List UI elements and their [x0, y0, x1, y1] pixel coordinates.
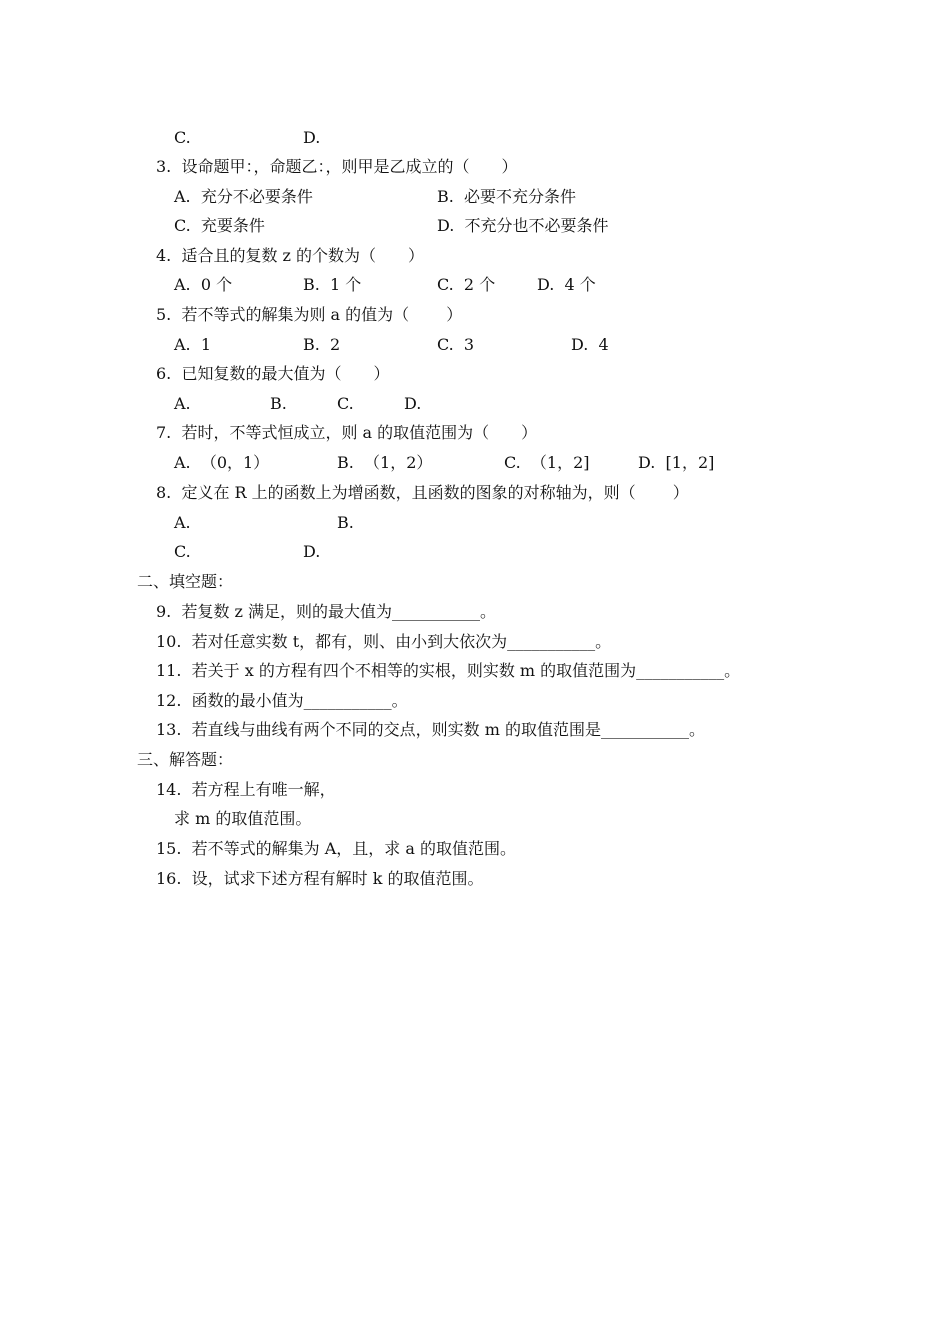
q3-option-c: C. 充要条件	[174, 216, 265, 235]
q6-stem: 6. 已知复数的最大值为（ ）	[156, 364, 390, 383]
q13-text: 13. 若直线与曲线有两个不同的交点，则实数 m 的取值范围是___________。	[156, 720, 705, 739]
q6-option-c: C.	[337, 394, 354, 413]
q3-option-a: A. 充分不必要条件	[174, 187, 313, 206]
q16-text: 16. 设，试求下述方程有解时 k 的取值范围。	[156, 869, 484, 888]
q11-text: 11. 若关于 x 的方程有四个不相等的实根，则实数 m 的取值范围为___________。	[156, 661, 741, 680]
q8-option-b: B.	[337, 513, 354, 532]
q6-option-d: D.	[404, 394, 422, 413]
q7-option-a: A. （0，1）	[174, 453, 270, 472]
q14-text-line2: 求 m 的取值范围。	[174, 809, 312, 828]
q4-option-a: A. 0 个	[174, 275, 233, 294]
q5-option-d: D. 4	[571, 335, 609, 354]
q7-option-b: B. （1，2）	[337, 453, 433, 472]
q7-stem: 7. 若时，不等式恒成立，则 a 的取值范围为（ ）	[156, 423, 538, 442]
q8-option-d: D.	[303, 542, 321, 561]
q8-stem: 8. 定义在 R 上的函数上为增函数，且函数的图象的对称轴为，则（ ）	[156, 483, 689, 502]
q4-option-c: C. 2 个	[437, 275, 496, 294]
q4-option-b: B. 1 个	[303, 275, 362, 294]
q14-text-line1: 14. 若方程上有唯一解，	[156, 780, 336, 799]
q8-option-c: C.	[174, 542, 191, 561]
q2-option-d: D.	[303, 128, 321, 147]
q2-option-c: C.	[174, 128, 191, 147]
q5-option-b: B. 2	[303, 335, 341, 354]
q15-text: 15. 若不等式的解集为 A，且，求 a 的取值范围。	[156, 839, 516, 858]
q5-option-c: C. 3	[437, 335, 475, 354]
q8-option-a: A.	[174, 513, 191, 532]
section-fill-blank-title: 二、填空题：	[137, 572, 234, 591]
q4-option-d: D. 4 个	[537, 275, 596, 294]
q6-option-a: A.	[174, 394, 191, 413]
section-answer-title: 三、解答题：	[137, 750, 234, 769]
q5-option-a: A. 1	[174, 335, 211, 354]
q10-text: 10. 若对任意实数 t，都有，则、由小到大依次为___________。	[156, 632, 612, 651]
q5-stem: 5. 若不等式的解集为则 a 的值为（ ）	[156, 305, 463, 324]
q3-stem: 3. 设命题甲：，命题乙：，则甲是乙成立的（ ）	[156, 157, 518, 176]
q7-option-d: D. [1，2]	[638, 453, 715, 472]
q7-option-c: C. （1，2]	[504, 453, 590, 472]
q4-stem: 4. 适合且的复数 z 的个数为（ ）	[156, 246, 425, 265]
q3-option-d: D. 不充分也不必要条件	[437, 216, 609, 235]
q6-option-b: B.	[270, 394, 287, 413]
q12-text: 12. 函数的最小值为___________。	[156, 691, 408, 710]
q9-text: 9. 若复数 z 满足，则的最大值为___________。	[156, 602, 497, 621]
q3-option-b: B. 必要不充分条件	[437, 187, 577, 206]
